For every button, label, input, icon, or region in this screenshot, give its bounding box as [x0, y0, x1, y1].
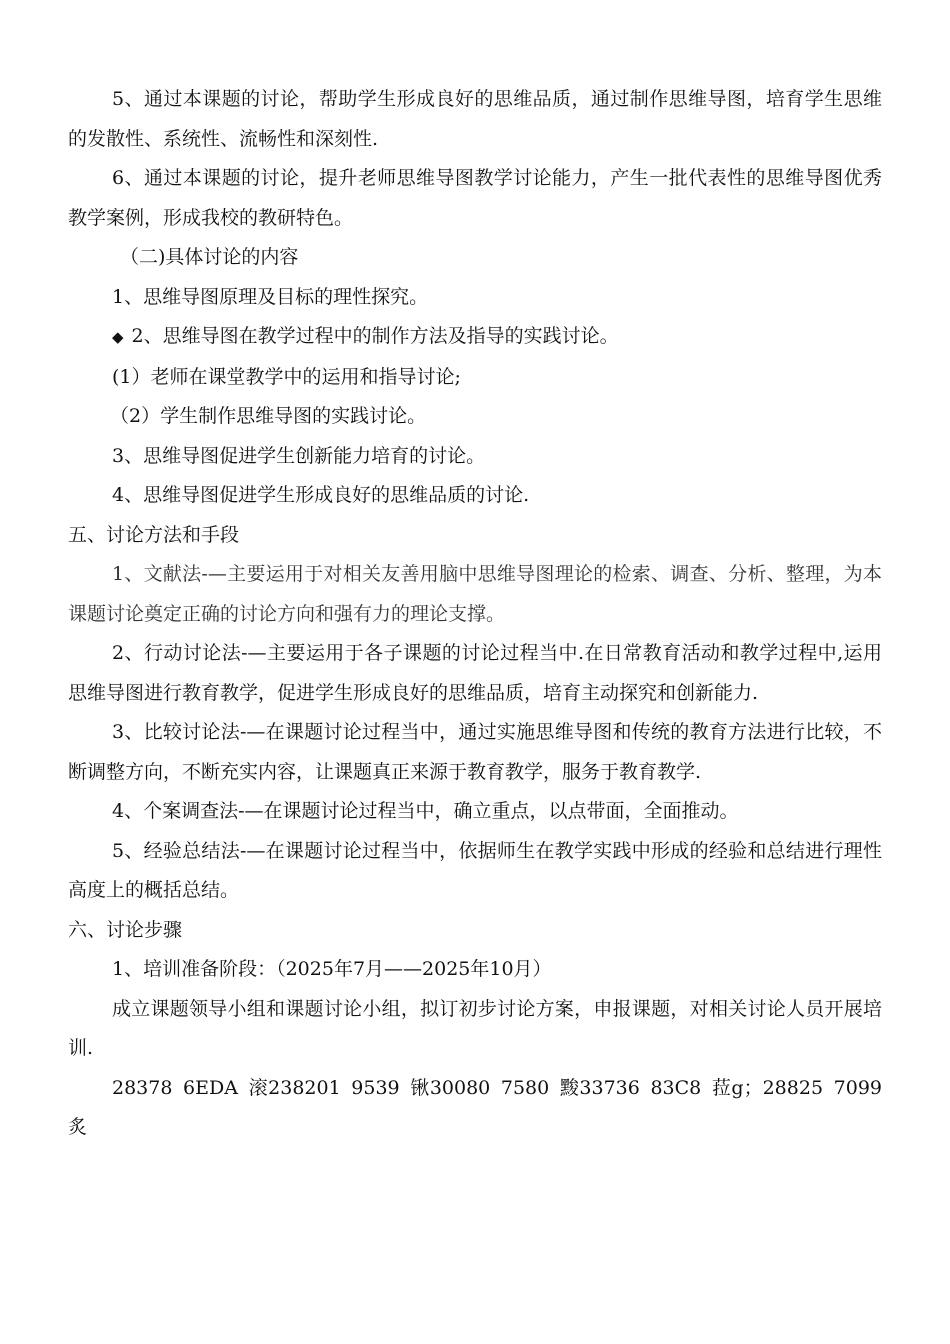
steps-heading: 六、讨论步骤 — [68, 918, 183, 941]
step-1-title: 1、培训准备阶段：（2025年7月——2025年10月） — [112, 958, 552, 980]
content-item-4: 4、思维导图促进学生形成良好的思维品质的讨论. — [112, 484, 530, 506]
method-4-paragraph: 4、个案调查法-—在课题讨论过程当中，确立重点，以点带面，全面推动。 — [112, 800, 739, 822]
goal-6-paragraph: 6、通过本课题的讨论，提升老师思维导图教学讨论能力，产生一批代表性的思维导图优秀教学案例，形成我校的教研特色。 — [68, 167, 882, 229]
goal-5-paragraph: 5、通过本课题的讨论，帮助学生形成良好的思维品质，通过制作思维导图，培育学生思维的发散性、系统性、流畅性和深刻性. — [68, 88, 882, 150]
diamond-bullet-icon: ◆ — [112, 328, 124, 346]
method-5-paragraph: 5、经验总结法-—在课题讨论过程当中，依据师生在教学实践中形成的经验和总结进行理性高度上的概括总结。 — [68, 839, 882, 901]
step-1-description: 成立课题领导小组和课题讨论小组，拟订初步讨论方案，申报课题，对相关讨论人员开展培训. — [68, 997, 882, 1059]
garbled-text-line: 28378 6EDA 滚238201 9539 锹30080 7580 黢33736 83C8 菈g；28825 7099 炙 — [68, 1076, 882, 1138]
content-subtitle: （二)具体讨论的内容 — [120, 246, 299, 268]
content-item-2-1: (1）老师在课堂教学中的运用和指导讨论; — [112, 365, 461, 388]
content-item-1: 1、思维导图原理及目标的理性探究。 — [112, 285, 429, 308]
document-page — [68, 80, 882, 1148]
content-item-3: 3、思维导图促进学生创新能力培育的讨论。 — [112, 444, 486, 467]
method-3-paragraph: 3、比较讨论法-—在课题讨论过程当中，通过实施思维导图和传统的教育方法进行比较，不断调整方向，不断充实内容，让课题真正来源于教育教学，服务于教育教学. — [68, 721, 882, 783]
content-item-2-2: （2）学生制作思维导图的实践讨论。 — [110, 405, 427, 427]
content-item-2-text: 2、思维导图在教学过程中的制作方法及指导的实践讨论。 — [131, 325, 619, 347]
method-2-paragraph: 2、行动讨论法-—主要运用于各子课题的讨论过程当中.在日常教育活动和教学过程中,运用思维导图进行教育教学，促进学生形成良好的思维品质，培育主动探究和创新能力. — [68, 642, 882, 704]
content-item-2 — [68, 317, 882, 358]
method-1-paragraph: 1、文献法-—主要运用于对相关友善用脑中思维导图理论的检索、调查、分析、整理，为本课题讨论奠定正确的讨论方向和强有力的理论支撑。 — [68, 563, 882, 625]
methods-heading: 五、讨论方法和手段 — [68, 523, 240, 546]
